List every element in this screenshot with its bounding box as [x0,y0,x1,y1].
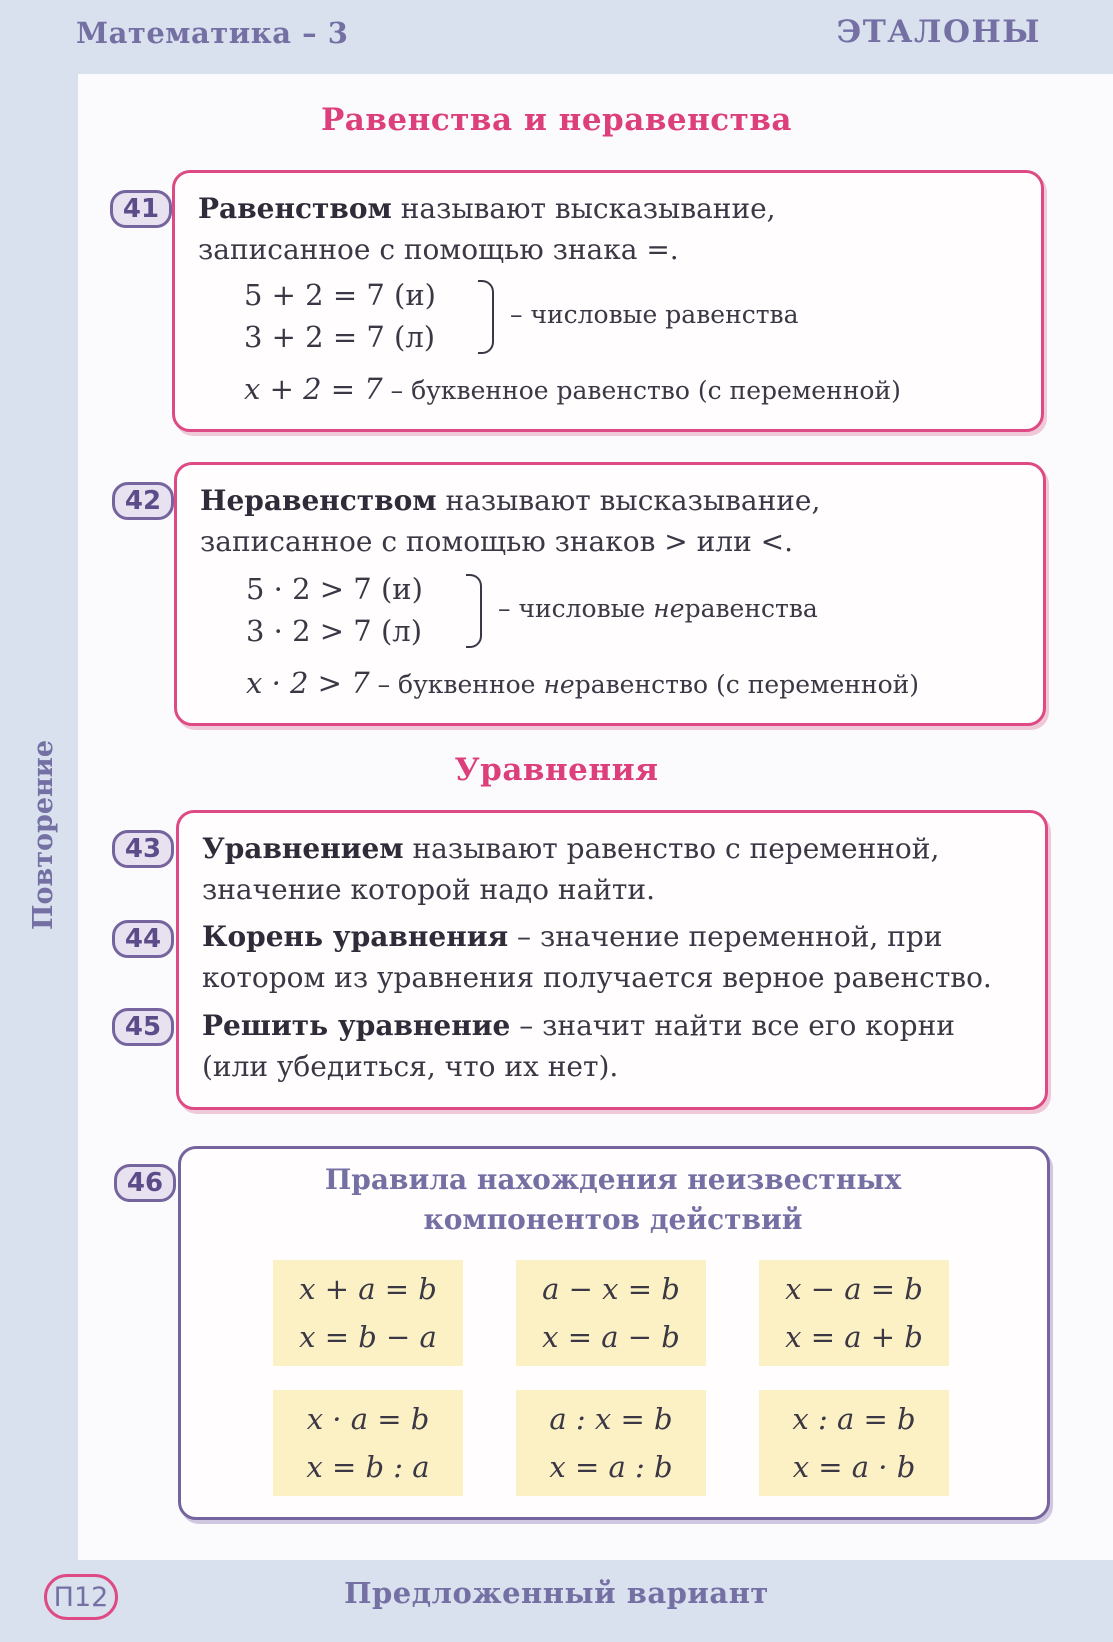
heading-equalities: Равенства и неравенства [321,102,792,138]
rule-solution: x = b − a [299,1320,437,1354]
card45-term: Решить уравнение [202,1009,511,1042]
badge-44: 44 [112,920,174,958]
card43-term: Уравнением [202,832,404,865]
rule-card [759,1260,949,1366]
rule-card [273,1390,463,1496]
rule-card [759,1390,949,1496]
card41-brace [478,280,494,354]
side-label: Повторение [27,739,59,931]
card41-var-line [244,372,901,406]
rule-equation: x + a = b [299,1272,437,1306]
rule-card [516,1260,706,1366]
footer-text: Предложенный вариант [344,1576,769,1610]
card41-term: Равенством [198,192,392,225]
card42-var-line [246,666,919,700]
rule-solution: x = a : b [549,1450,673,1484]
card42-numeric-note [498,594,818,623]
card42-example1: 5 · 2 > 7 (и) [246,572,423,606]
badge-41: 41 [110,190,172,228]
card42-var-note-it: не [543,670,575,699]
card44-line1: – значение переменной, при [508,920,943,953]
card42-term: Неравенством [200,484,437,517]
card41-var-expr: x + 2 = 7 [244,372,383,406]
card41-var-note: – буквенное равенство (с переменной) [382,376,901,405]
card43-definition [202,828,939,869]
rule-card [273,1260,463,1366]
rule-solution: x = a + b [785,1320,923,1354]
card43-line1: называют равенство с переменной, [403,832,940,865]
section-label: ЭТАЛОНЫ [836,14,1041,50]
card41-numeric-note: – числовые равенства [510,300,799,329]
badge-45: 45 [112,1008,174,1046]
card42-numeric-note-pre: – числовые [498,594,654,623]
card42-numeric-note-it: не [653,594,685,623]
card42-line1: называют высказывание, [436,484,821,517]
card41-definition [198,188,776,229]
rule-equation: a − x = b [542,1272,680,1306]
page-header [0,0,1113,74]
card44-term: Корень уравнения [202,920,509,953]
rule-equation: x : a = b [792,1402,916,1436]
card41-line1: называют высказывание, [391,192,776,225]
rule-solution: x = b : a [306,1450,430,1484]
card42-line2: записанное с помощью знаков > или <. [200,525,793,558]
badge-46: 46 [114,1164,176,1202]
rule-solution: x = a · b [792,1450,916,1484]
rule-equation: a : x = b [549,1402,673,1436]
card42-numeric-note-post: равенства [684,594,818,623]
card41-example1: 5 + 2 = 7 (и) [244,278,436,312]
card42-definition [200,480,820,521]
rule-solution: x = a − b [542,1320,680,1354]
card44-line2: котором из уравнения получается верное равенство. [202,961,992,994]
card45-line2: (или убедиться, что их нет). [202,1050,619,1083]
card45-line1: – значит найти все его корни [510,1009,955,1042]
card42-example2: 3 · 2 > 7 (л) [246,614,423,648]
rules-title-line1: Правила нахождения неизвестных [324,1163,902,1196]
card42-brace [466,574,482,648]
rules-title-line2: компонентов действий [423,1203,803,1236]
rule-equation: x − a = b [785,1272,923,1306]
card41-example2: 3 + 2 = 7 (л) [244,320,436,354]
card44-definition [202,916,942,957]
badge-42: 42 [112,482,174,520]
badge-43: 43 [112,830,174,868]
card42-var-note-post: равенство (с переменной) [574,670,920,699]
card41-line2: записанное с помощью знака =. [198,233,679,266]
card42-var-note-pre: – буквенное [369,670,544,699]
rule-card [516,1390,706,1496]
page-number: П12 [44,1574,118,1620]
card42-var-expr: x · 2 > 7 [246,666,370,700]
heading-equations: Уравнения [454,752,659,788]
subject-title: Математика – 3 [76,16,349,50]
card43-line2: значение которой надо найти. [202,873,655,906]
rule-equation: x · a = b [306,1402,430,1436]
card45-definition [202,1005,955,1046]
